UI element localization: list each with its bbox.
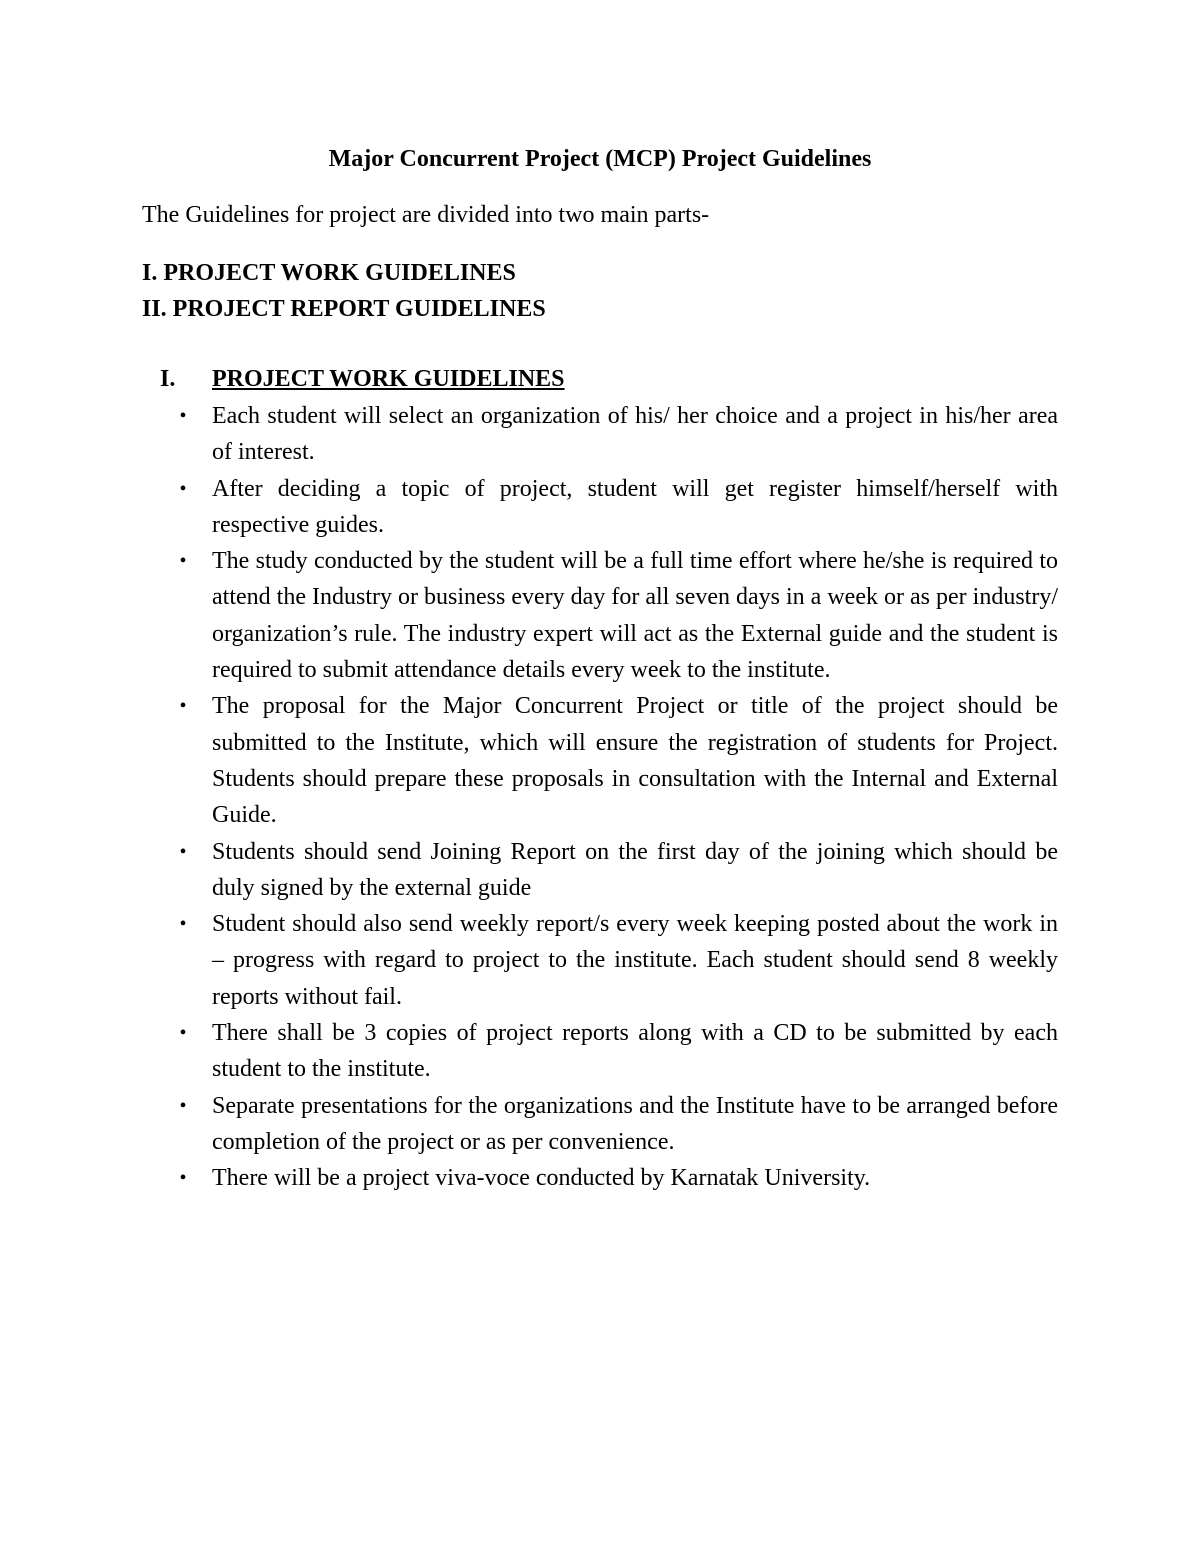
bullet-icon: • [179, 405, 187, 427]
list-item [179, 834, 1058, 907]
guidelines-list [179, 398, 1058, 1197]
bullet-icon: • [179, 1167, 187, 1190]
bullet-icon: • [179, 695, 187, 718]
list-item-text: Separate presentations for the organizations and the Institute have to be arranged before completion of the project or as per convenience. [212, 1092, 1058, 1155]
list-item-text: There will be a project viva-voce conducted by Karnatak University. [212, 1165, 871, 1192]
list-item-text: The study conducted by the student will be a full time effort where he/she is required to attend the Industry or business every day for all seven days in a week or as per industry/ organization’s rule. The industry expert will act as the External guide and the student is required to submit attendance details every week to the institute. [212, 548, 1058, 684]
list-item-text: Students should send Joining Report on the first day of the joining which should be duly signed by the external guide [212, 838, 1058, 901]
list-item [179, 906, 1058, 1015]
bullet-icon: • [179, 1022, 187, 1045]
list-item-text: There shall be 3 copies of project reports along with a CD to be submitted by each student to the institute. [212, 1020, 1058, 1083]
list-item [179, 1088, 1058, 1161]
list-item [179, 543, 1058, 688]
list-item-text: Student should also send weekly report/s every week keeping posted about the work in – progress with regard to project to the institute. Each student should send 8 weekly reports without fail. [212, 911, 1058, 1010]
bullet-icon: • [179, 550, 187, 573]
document-title: Major Concurrent Project (MCP) Project Guidelines [328, 146, 872, 172]
section-heading-text: PROJECT WORK GUIDELINES [212, 366, 565, 392]
list-item [179, 398, 1058, 471]
bullet-icon: • [179, 1094, 187, 1117]
list-item [179, 471, 1058, 544]
section-number: I. [160, 366, 176, 392]
list-item [179, 1015, 1058, 1088]
part-item-report: II. PROJECT REPORT GUIDELINES [142, 296, 546, 322]
list-item-text: Each student will select an organization of his/ her choice and a project in his/her area of interest. [212, 403, 1058, 466]
list-item [179, 688, 1058, 833]
bullet-icon: • [179, 477, 187, 500]
intro-paragraph: The Guidelines for project are divided into two main parts- [142, 202, 710, 228]
list-item-text: After deciding a topic of project, student will get register himself/herself with respective guides. [212, 475, 1058, 538]
parts-list [142, 255, 546, 327]
bullet-icon: • [179, 913, 187, 936]
part-item-work: I. PROJECT WORK GUIDELINES [142, 260, 516, 286]
list-item [179, 1160, 1058, 1196]
bullet-icon: • [179, 840, 187, 863]
list-item-text: The proposal for the Major Concurrent Project or title of the project should be submitted to the Institute, which will ensure the registration of students for Project. Students should prepare these proposals in consultation with the Internal and External Guide. [212, 693, 1058, 829]
section-heading [160, 364, 565, 394]
